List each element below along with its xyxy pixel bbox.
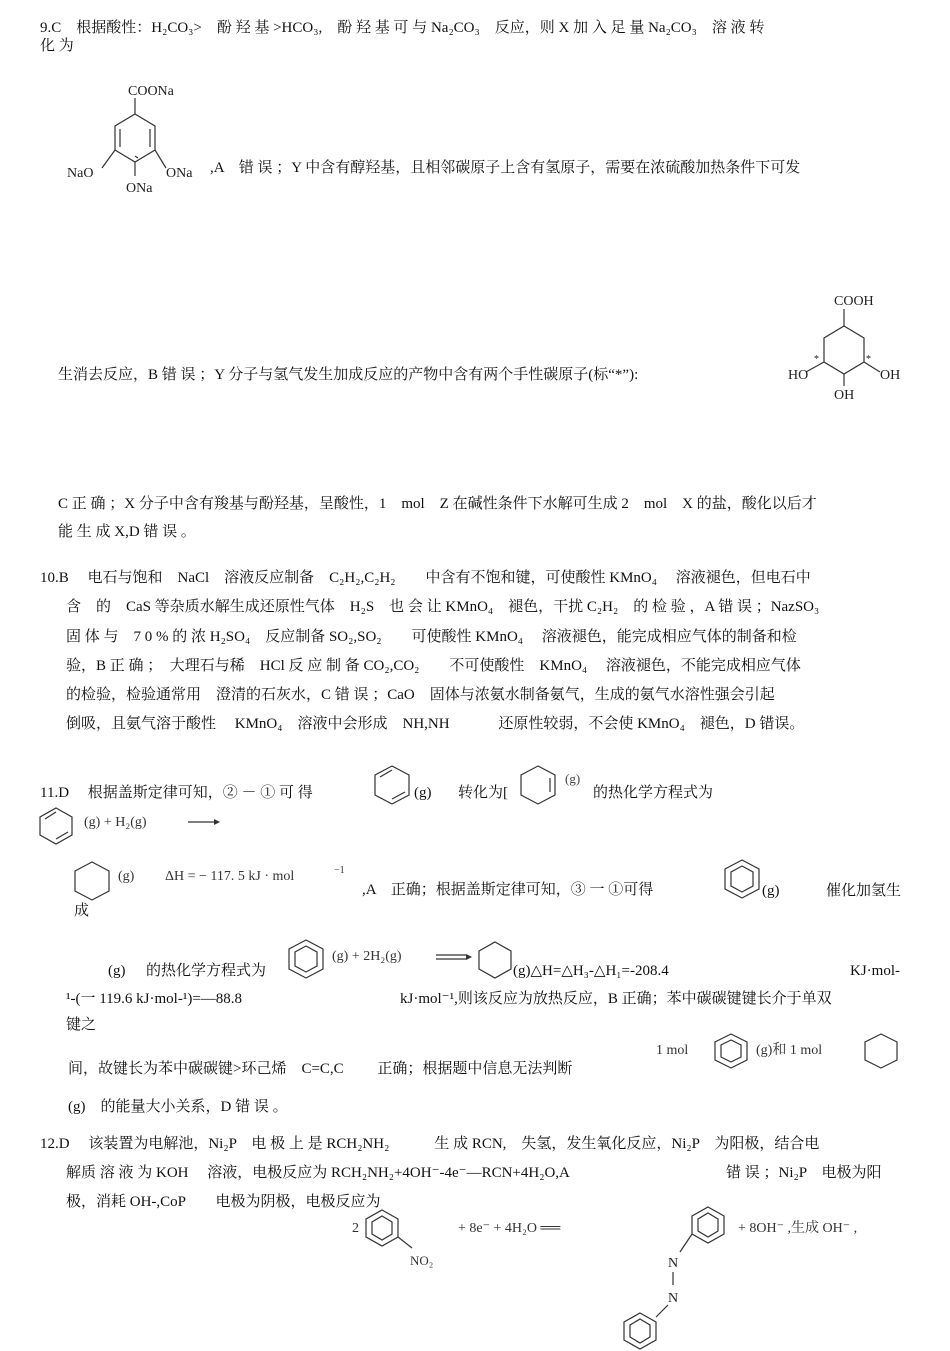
q12-no2-label: NO₂ — [410, 1253, 434, 1268]
y-hydrogenated-product-structure — [784, 288, 904, 408]
q11-line-8: 间，故键长为苯中碳碳键>环己烯 C=C,C 正确；根据题中信息无法判断 — [68, 1061, 573, 1077]
q11-g2: (g) — [565, 771, 581, 786]
cyclohexane-product-2 — [476, 940, 514, 980]
q11-line-3-end: 催化加氢生 — [826, 883, 902, 899]
q11-line-1b: 转化为[ — [458, 785, 508, 801]
q11-g3: (g) — [762, 883, 780, 899]
benzene-structure-3 — [712, 1032, 750, 1070]
q11-line-5: 的热化学方程式为 — [146, 963, 267, 979]
q12-electrons-water: + 8e⁻ + 4H₂O ══ — [458, 1221, 561, 1236]
q11-line-1a: 11.D 根据盖斯定律可知，② － ① 可 得 — [40, 785, 313, 801]
q10-line-1: 10.B 电石与饱和 NaCl 溶液反应制备 C₂H₂,C₂H₂ 中含有不饱和键，可使酸性 KMnO₄ 溶液褪色，但电石中 — [40, 570, 811, 586]
q9-line-2: 化 为 — [40, 38, 74, 54]
q11-line-3: ,A 正确；根据盖斯定律可知，③ 一 ①可得 — [362, 882, 654, 898]
azobenzene-structure — [616, 1205, 736, 1351]
cyclohexadiene-structure — [372, 764, 412, 806]
cyclohexadiene-reactant — [38, 806, 74, 846]
q11-line-9: (g) 的能量大小关系，D 错 误 。 — [68, 1099, 288, 1115]
cyclohexane-product — [72, 860, 112, 902]
q12-line-2b: 错 误 ；Ni₂P 电极为阳 — [726, 1165, 882, 1181]
azo-n2-label: N — [668, 1291, 679, 1306]
benzene-structure-1 — [722, 858, 762, 900]
q9-line-5: C 正 确 ；X 分子中含有羧基与酚羟基，呈酸性，1 mol Z 在碱性条件下水解可生成 2 mol X 的盐，酸化以后才 — [58, 496, 817, 512]
cyclohexene-structure — [518, 764, 558, 806]
q11-line-6b: kJ·mol⁻¹,则该反应为放热反应，B 正确；苯中碳碳键键长介于单双 — [400, 991, 832, 1007]
q11-g-and-one-mol: (g)和 1 mol — [756, 1043, 823, 1058]
azo-n1-label: N — [668, 1256, 679, 1271]
q12-line-2: 解质 溶 液 为 KOH 溶液，电极反应为 RCH₂NH₂+4OH⁻-4e⁻—RCN+4H₂O,A — [66, 1165, 570, 1181]
q11-delta-h: ΔH = − 117. 5 kJ · mol — [165, 869, 295, 884]
salt-oNa-right-label: ONa — [166, 166, 193, 181]
q10-line-4: 验，B 正 确 ； 大理石与稀 HCl 反 应 制 备 CO₂,CO₂ 不可使酸性 KMnO₄ 溶液褪色，不能完成相应气体 — [66, 658, 801, 674]
q10-line-5: 的检验，检验通常用 澄清的石灰水，C 错 误 ；CaO 固体与浓氨水制备氨气，生成的氨气水溶性强会引起 — [66, 687, 775, 703]
q10-line-6: 倒吸，且氨气溶于酸性 KMnO₄ 溶液中会形成 NH,NH 还原性较弱，不会使 KMnO₄ 褪色，D 错误。 — [66, 716, 805, 732]
q11-line-4: 成 — [74, 903, 90, 919]
q11-line-7: 键之 — [66, 1017, 97, 1033]
q11-line-1c: 的热化学方程式为 — [593, 785, 714, 801]
q12-tail: + 8OH⁻ ,生成 OH⁻ , — [738, 1221, 858, 1236]
salt-oNa-bottom-label: ONa — [126, 181, 153, 196]
q11-product-g: (g) — [118, 869, 135, 884]
q10-line-2: 含 的 CaS 等杂质水解生成还原性气体 H₂S 也 会 让 KMnO₄ 褪色，干扰 C₂H₂ 的 检 验 ，A 错 误 ；NazSO₃ — [66, 599, 820, 615]
y-ho-label: HO — [788, 368, 809, 383]
q9-line-6: 能 生 成 X,D 错 误 。 — [58, 524, 196, 540]
q10-line-3: 固 体 与 7 0 % 的 浓 H₂SO₄ 反应制备 SO₂,SO₂ 可使酸性 KMnO₄ 溶液褪色，能完成相应气体的制备和检 — [66, 629, 797, 645]
reaction-arrow-1 — [188, 816, 220, 828]
chiral-star-left: * — [814, 354, 819, 365]
reaction-arrow-2 — [436, 951, 472, 963]
q11-reactant-h2: (g) + H₂(g) — [84, 815, 147, 830]
y-oh-right-label: OH — [880, 368, 901, 383]
chiral-star-right: * — [866, 354, 871, 365]
salt-naO-label: NaO — [67, 166, 94, 181]
y-oh-bottom-label: OH — [834, 388, 855, 403]
cyclohexane-structure-3 — [862, 1032, 900, 1070]
q11-eq2-unit: KJ·mol- — [850, 963, 900, 979]
benzene-structure-2 — [286, 938, 326, 980]
y-cooh-label: COOH — [834, 294, 874, 309]
q11-g1: (g) — [414, 785, 432, 801]
q11-one-mol: 1 mol — [656, 1043, 689, 1058]
q11-g4: (g) — [108, 963, 126, 979]
trisodium-gallate-structure — [62, 78, 212, 203]
q11-line-6: ¹-(一 119.6 kJ·mol-¹)=—88.8 — [66, 991, 243, 1007]
q11-eq2-h2: (g) + 2H₂(g) — [332, 949, 402, 964]
q12-line-3: 极，消耗 OH-,CoP 电极为阴极，电极反应为 — [66, 1194, 381, 1210]
salt-cooNa-label: COONa — [128, 84, 174, 99]
q9-line-3: ,A 错 误 ；Y 中含有醇羟基，且相邻碳原子上含有氢原子，需要在浓硫酸加热条件下可发 — [210, 160, 801, 176]
q11-delta-h-sup: −1 — [334, 865, 345, 876]
q9-line-1: 9.C 根据酸性：H₂CO₃> 酚 羟 基 >HCO₃, 酚 羟 基 可 与 Na₂CO₃ 反应，则 X 加 入 足 量 Na₂CO₃ 溶 液 转 — [40, 20, 765, 36]
q9-line-4: 生消去反应，B 错 误 ；Y 分子与氢气发生加成反应的产物中含有两个手性碳原子(标“*”): — [58, 367, 639, 383]
q11-eq2-delta-h: (g)△H=△H₃-△H₁=-208.4 — [513, 963, 669, 979]
q12-coefficient: 2 — [352, 1221, 359, 1236]
q12-line-1: 12.D 该装置为电解池，Ni₂P 电 极 上 是 RCH₂NH₂ 生 成 RCN, 失氢，发生氧化反应，Ni₂P 为阳极，结合电 — [40, 1136, 820, 1152]
